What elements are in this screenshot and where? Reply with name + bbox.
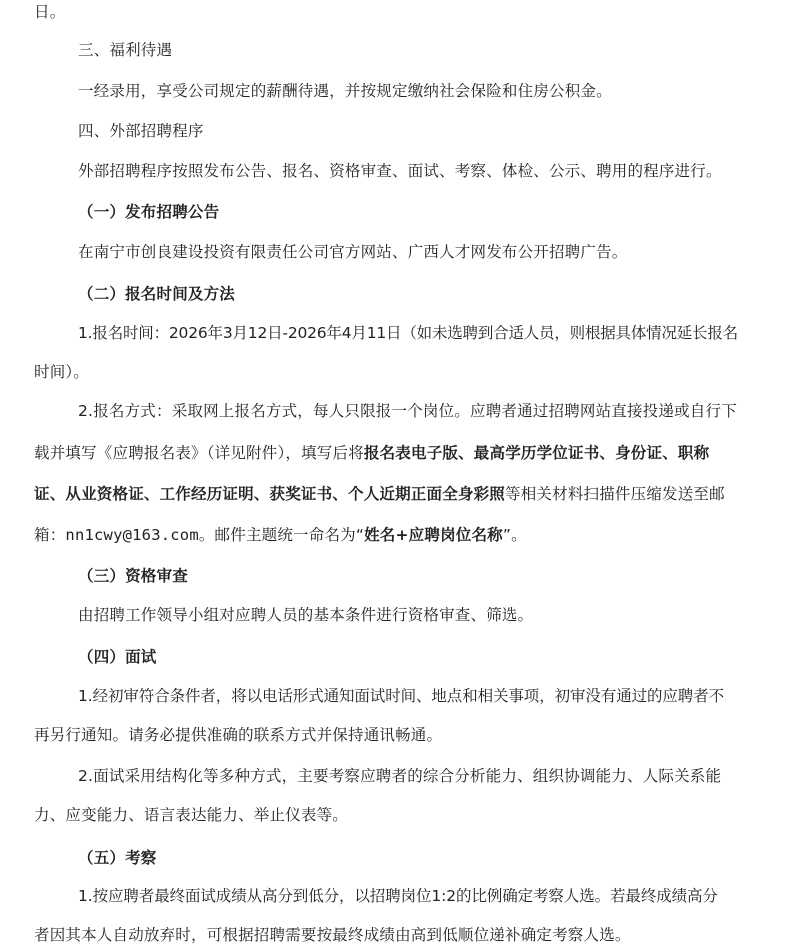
bold-text-segment: 报名表电子版、最高学历学位证书、身份证、职称 xyxy=(363,444,710,462)
subsection-heading: （二）报名时间及方法 xyxy=(78,285,236,303)
subsection-heading: （四）面试 xyxy=(78,648,157,666)
text-line: 日。 xyxy=(34,3,66,21)
bold-text-segment: 证、从业资格证、工作经历证明、获奖证书、个人近期正面全身彩照 xyxy=(34,485,506,503)
paragraph-line: 1.按应聘者最终面试成绩从高分到低分，以招聘岗位1:2的比例确定考察人选。若最终成绩高分 xyxy=(78,887,718,905)
paragraph-line: 时间）。 xyxy=(34,363,90,381)
section-heading: 三、福利待遇 xyxy=(78,41,173,59)
bold-text-segment: 姓名+应聘岗位名称 xyxy=(364,526,503,544)
subsection-heading: （三）资格审查 xyxy=(78,567,188,585)
subsection-heading: （五）考察 xyxy=(78,849,157,867)
paragraph-line: 2.面试采用结构化等多种方式，主要考察应聘者的综合分析能力、组织协调能力、人际关系能 xyxy=(78,767,722,785)
section-heading: 四、外部招聘程序 xyxy=(78,122,204,140)
text-segment: 。邮件主题统一命名为“ xyxy=(198,526,365,544)
paragraph-line: 2.报名方式：采取网上报名方式，每人只限报一个岗位。应聘者通过招聘网站直接投递或自行下 xyxy=(78,402,737,420)
paragraph-line: 力、应变能力、语言表达能力、举止仪表等。 xyxy=(34,806,349,824)
paragraph-line xyxy=(34,443,709,463)
paragraph-line xyxy=(34,525,527,545)
paragraph-line: 一经录用，享受公司规定的薪酬待遇，并按规定缴纳社会保险和住房公积金。 xyxy=(78,82,612,100)
paragraph-line: 1.报名时间：2026年3月12日-2026年4月11日（如未选聘到合适人员，则根据具体情况延长报名 xyxy=(78,324,738,342)
text-segment: 载并填写《应聘报名表》（详见附件），填写后将 xyxy=(34,444,364,462)
text-segment: 等相关材料扫描件压缩发送至邮 xyxy=(505,485,725,503)
paragraph-line: 者因其本人自动放弃时，可根据招聘需要按最终成绩由高到低顺位递补确定考察人选。 xyxy=(34,926,631,944)
subsection-heading: （一）发布招聘公告 xyxy=(78,203,220,221)
paragraph-line xyxy=(34,484,725,504)
paragraph-line: 在南宁市创良建设投资有限责任公司官方网站、广西人才网发布公开招聘广告。 xyxy=(78,243,628,261)
paragraph-line: 1.经初审符合条件者，将以电话形式通知面试时间、地点和相关事项，初审没有通过的应聘者不 xyxy=(78,687,724,705)
text-segment: 箱： xyxy=(34,526,66,544)
paragraph-line: 由招聘工作领导小组对应聘人员的基本条件进行资格审查、筛选。 xyxy=(78,606,534,624)
text-segment: ”。 xyxy=(502,526,527,544)
paragraph-line: 外部招聘程序按照发布公告、报名、资格审查、面试、考察、体检、公示、聘用的程序进行。 xyxy=(78,162,722,180)
email-address: nn1cwy@163.com xyxy=(65,526,199,544)
paragraph-line: 再另行通知。请务必提供准确的联系方式并保持通讯畅通。 xyxy=(34,726,443,744)
